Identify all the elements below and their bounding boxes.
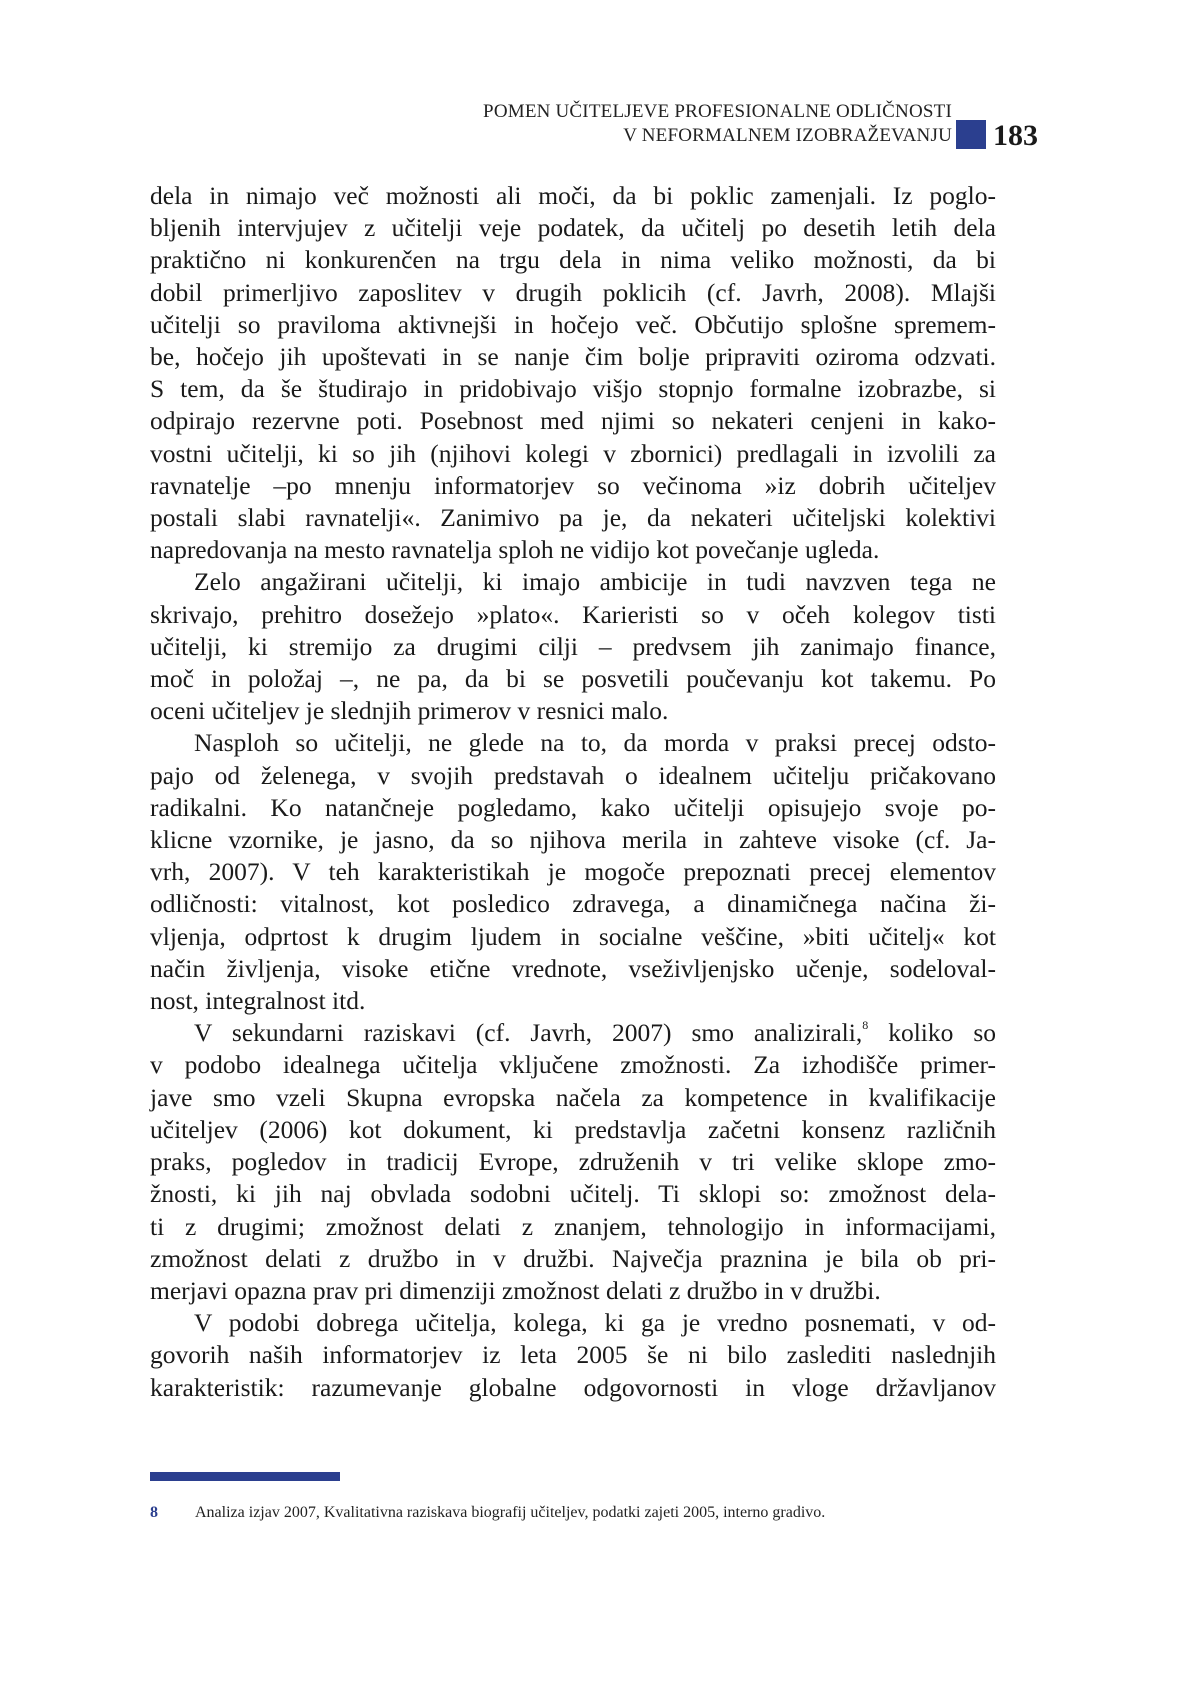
running-head-line-1: POMEN UČITELJEVE PROFESIONALNE ODLIČNOSTI [483, 101, 952, 122]
text-line: učitelji, ki stremijo za drugimi cilji – predvsem jih zanimajo finance, [150, 631, 996, 661]
text-line [150, 1017, 996, 1049]
paragraph-1 [150, 180, 996, 566]
paragraph-2 [150, 566, 996, 727]
text-line: klicne vzornike, je jasno, da so njihova merila in zahteve visoke (cf. Ja- [150, 825, 996, 855]
text-line: bljenih intervjujev z učitelji veje podatek, da učitelj po desetih letih dela [150, 213, 996, 243]
text-line: odličnosti: vitalnost, kot posledico zdravega, a dinamičnega načina ži- [150, 889, 996, 919]
paragraph-3 [150, 727, 996, 1017]
text-line: način življenja, visoke etične vrednote, vseživljenjsko učenje, sodeloval- [150, 953, 996, 983]
text-line: ravnatelje –po mnenju informatorjev so večinoma »iz dobrih učiteljev [150, 470, 996, 500]
text-line: v podobo idealnega učitelja vključene zmožnosti. Za izhodišče primer- [150, 1050, 996, 1080]
footnote-text: Analiza izjav 2007, Kvalitativna raziskava biografij učiteljev, podatki zajeti 2005, interno gradivo. [195, 1504, 826, 1521]
paragraph-4 [150, 1017, 996, 1307]
text-line: postali slabi ravnatelji«. Zanimivo pa je, da nekateri učiteljski kolektivi [150, 503, 996, 533]
text-line: V podobi dobrega učitelja, kolega, ki ga je vredno posnemati, v od- [194, 1308, 996, 1338]
text-line: be, hočejo jih upoštevati in se nanje čim bolje pripraviti oziroma odzvati. [150, 342, 996, 372]
text-line: pajo od želenega, v svojih predstavah o idealnem učitelju pričakovano [150, 760, 996, 790]
text-line: govorih naših informatorjev iz leta 2005 še ni bilo zaslediti naslednjih [150, 1340, 996, 1370]
text-fragment: V sekundarni raziskavi (cf. Javrh, 2007) smo analizirali, [194, 1018, 863, 1048]
text-line: učiteljev (2006) kot dokument, ki predstavlja začetni konsenz različnih [150, 1114, 996, 1144]
paragraph-5 [150, 1307, 996, 1404]
page-number: 183 [993, 119, 1038, 152]
running-head-line-2: V NEFORMALNEM IZOBRAŽEVANJU [623, 125, 952, 146]
text-line: odpirajo rezervne poti. Posebnost med njimi so nekateri cenjeni in kako- [150, 406, 996, 436]
text-line: vrh, 2007). V teh karakteristikah je mogoče prepoznati precej elementov [150, 857, 996, 887]
text-line: radikalni. Ko natančneje pogledamo, kako učitelji opisujejo svoje po- [150, 792, 996, 822]
text-line: vostni učitelji, ki so jih (njihovi kolegi v zbornici) predlagali in izvolili za [150, 438, 996, 468]
running-head [483, 100, 952, 148]
footnote [150, 1503, 950, 1523]
text-line: dela in nimajo več možnosti ali moči, da bi poklic zamenjali. Iz poglo- [150, 181, 996, 210]
text-line: vljenja, odprtost k drugim ljudem in socialne veščine, »biti učitelj« kot [150, 921, 996, 951]
text-line: žnosti, ki jih naj obvlada sodobni učitelj. Ti sklopi so: zmožnost dela- [150, 1179, 996, 1209]
text-line: praks, pogledov in tradicij Evrope, združenih v tri velike sklope zmo- [150, 1147, 996, 1177]
footnote-reference[interactable]: 8 [862, 1018, 869, 1033]
text-line: učitelji so praviloma aktivnejši in hočejo več. Občutijo splošne spremem- [150, 309, 996, 339]
text-line: jave smo vzeli Skupna evropska načela za kompetence in kvalifikacije [150, 1082, 996, 1112]
footnote-number: 8 [150, 1504, 158, 1521]
text-line: merjavi opazna prav pri dimenziji zmožnost delati z družbo in v družbi. [150, 1275, 881, 1305]
body-text [150, 180, 996, 1404]
text-line: moč in položaj –, ne pa, da bi se posvetili poučevanju kot takemu. Po [150, 664, 996, 694]
text-line: S tem, da še študirajo in pridobivajo višjo stopnjo formalne izobrazbe, si [150, 374, 996, 404]
text-fragment: koliko so [868, 1018, 997, 1048]
text-line: skrivajo, prehitro dosežejo »plato«. Karieristi so v očeh kolegov tisti [150, 599, 996, 629]
header-accent-square [956, 120, 986, 149]
text-line: Zelo angažirani učitelji, ki imajo ambicije in tudi navzven tega ne [194, 567, 996, 597]
text-line: oceni učiteljev je slednjih primerov v resnici malo. [150, 696, 669, 726]
footnote-separator [150, 1472, 340, 1481]
text-line: karakteristik: razumevanje globalne odgovornosti in vloge državljanov [150, 1372, 996, 1402]
text-line: napredovanja na mesto ravnatelja sploh ne vidijo kot povečanje ugleda. [150, 535, 880, 565]
text-line: Nasploh so učitelji, ne glede na to, da morda v praksi precej odsto- [194, 728, 996, 758]
text-line: zmožnost delati z družbo in v družbi. Največja praznina je bila ob pri- [150, 1243, 996, 1273]
text-line: nost, integralnost itd. [150, 986, 366, 1016]
text-line: dobil primerljivo zaposlitev v drugih poklicih (cf. Javrh, 2008). Mlajši [150, 277, 996, 307]
text-line: praktično ni konkurenčen na trgu dela in nima veliko možnosti, da bi [150, 245, 996, 275]
text-line: ti z drugimi; zmožnost delati z znanjem, tehnologijo in informacijami, [150, 1211, 996, 1241]
